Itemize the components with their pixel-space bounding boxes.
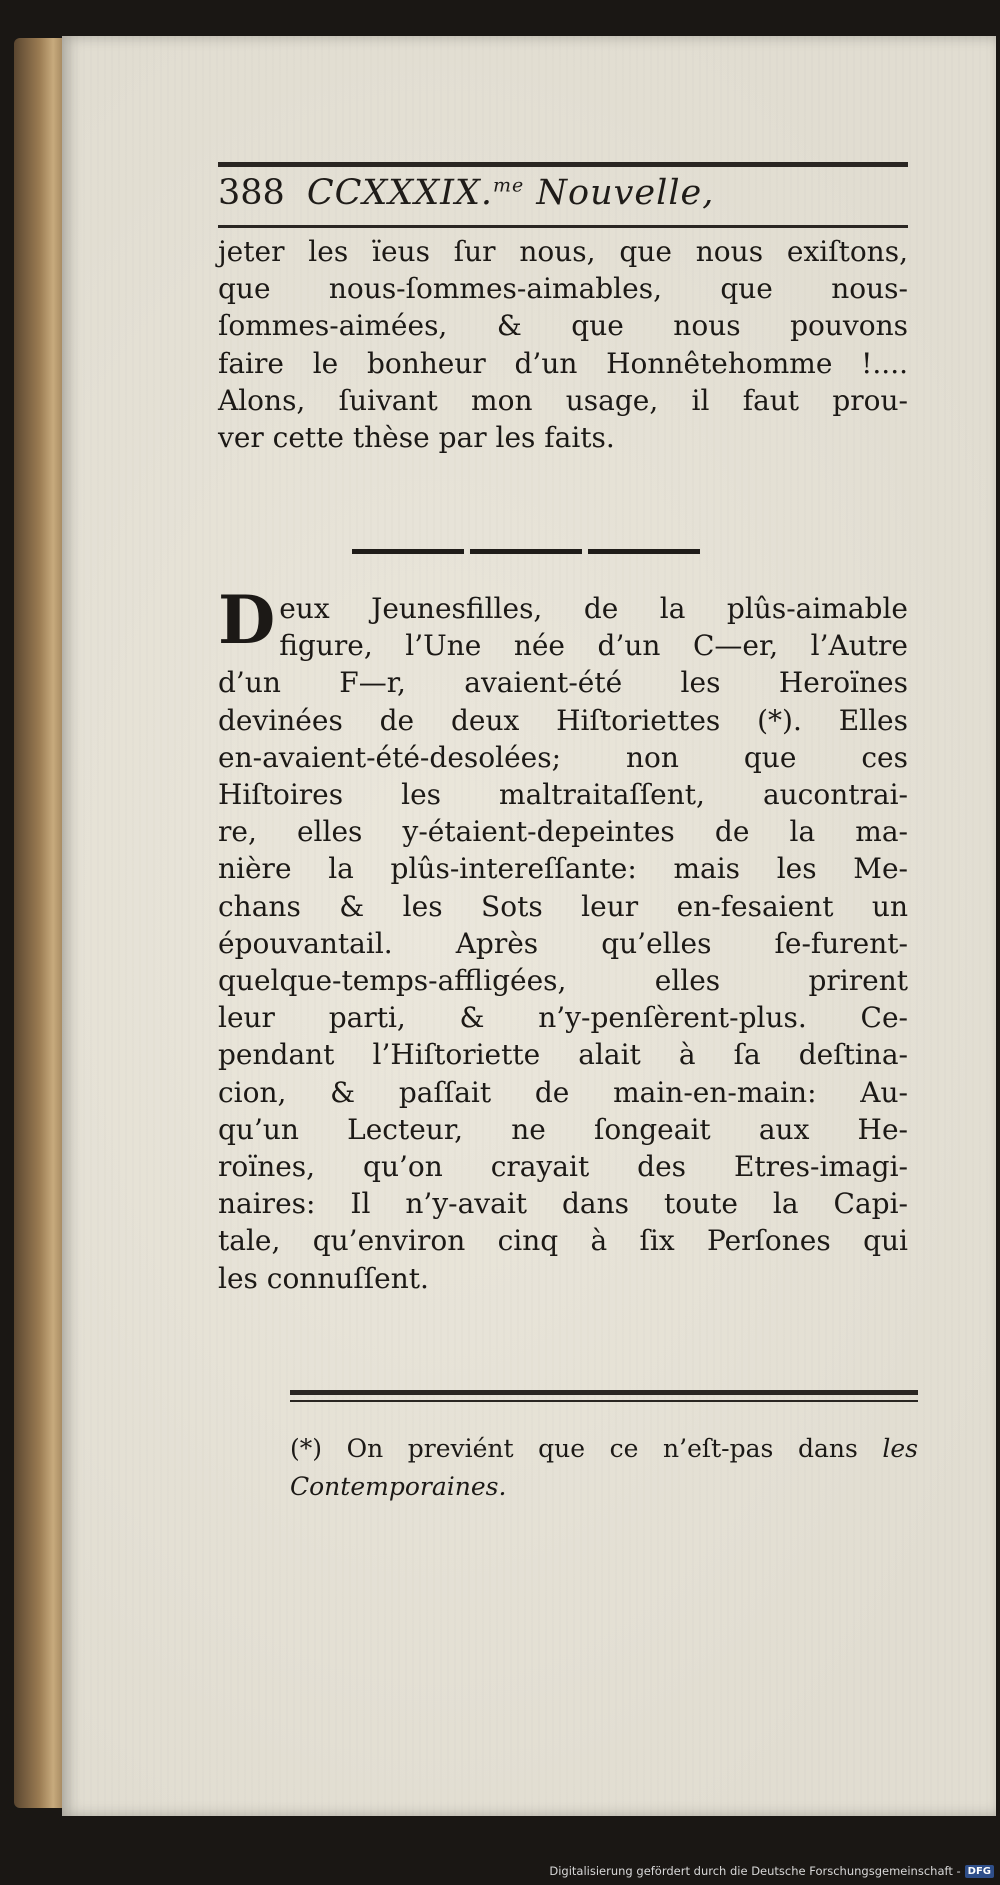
text-line: les connuſſent. [218, 1261, 429, 1295]
dfg-logo: DFG [965, 1865, 994, 1878]
chapter-ordinal-suffix: me [493, 174, 525, 197]
text-line: pendant l’Hiſtoriette alait à ſa deſtina- [218, 1038, 908, 1072]
text-line: quelque-temps-affligées, elles prirent [218, 964, 908, 998]
footnote-line [290, 1430, 918, 1468]
digitization-credit [549, 1861, 994, 1881]
text-line: ſommes-aimées, & que nous pouvons [218, 309, 908, 343]
text-line: que nous-ſommes-aimables, que nous- [218, 272, 908, 306]
paragraph-continuation [218, 233, 908, 456]
header-rule-bottom [218, 225, 908, 228]
paragraph-main [218, 581, 908, 1297]
text-line: roïnes, qu’on crayait des Etres-imagi- [218, 1150, 908, 1184]
text-line: devinées de deux Hiſtoriettes (*). Elles [218, 703, 908, 737]
footnote-rule-thin [290, 1400, 918, 1402]
footnote-text: (*) On previént que ce n’eſt-pas dans [290, 1434, 883, 1463]
text-line: tale, qu’environ cinq à ſix Perſones qui [218, 1224, 908, 1258]
text-line: en-avaient-été-desolées; non que ces [218, 740, 908, 774]
text-line: jeter les ïeus ſur nous, que nous exiſtons, [218, 235, 908, 268]
footnote-rule-thick [290, 1390, 918, 1395]
running-head [218, 160, 908, 226]
footnote-italic-title: Contemporaines. [290, 1472, 507, 1501]
text-line: cion, & paſſait de main-en-main: Au- [218, 1075, 908, 1109]
text-line: qu’un Lecteur, ne ſongeait aux He- [218, 1112, 908, 1146]
section-divider [352, 549, 700, 554]
footnote-line [290, 1468, 918, 1506]
footnote-italic: les [882, 1434, 918, 1463]
text-line: naires: Il n’y-avait dans toute la Capi- [218, 1187, 908, 1221]
text-line: chans & les Sots leur en-fesaient un [218, 889, 908, 923]
text-line: faire le bonheur d’un Honnêtehomme !.... [218, 346, 908, 380]
text-line: nière la plûs-intereſſante: mais les Me- [218, 852, 908, 886]
drop-cap: D [218, 581, 276, 659]
text-line: eux Jeunesfilles, de la plûs-aimable [279, 592, 908, 625]
chapter-numeral: CCXXXIX. [306, 173, 493, 213]
text-line: Hiſtoires les maltraitaſſent, aucontrai- [218, 778, 908, 812]
credit-text: Digitalisierung gefördert durch die Deutsche Forschungsgemeinschaft - [549, 1864, 961, 1878]
text-line: épouvantail. Après qu’elles ſe-furent- [218, 926, 908, 960]
chapter-title-rest: Nouvelle, [536, 173, 715, 213]
text-line: leur parti, & n’y-penſèrent-plus. Ce- [218, 1001, 908, 1035]
text-line: re, elles y-étaient-depeintes de la ma- [218, 815, 908, 849]
text-line: d’un F—r, avaient-été les Heroïnes [218, 666, 908, 700]
chapter-title [307, 173, 715, 213]
text-line: Alons, ſuivant mon usage, il faut prou- [218, 383, 908, 417]
text-line: figure, l’Une née d’un C—er, l’Autre [279, 629, 908, 663]
page-number: 388 [218, 173, 285, 213]
footnote [290, 1430, 918, 1506]
text-line: ver cette thèse par les faits. [218, 421, 615, 455]
